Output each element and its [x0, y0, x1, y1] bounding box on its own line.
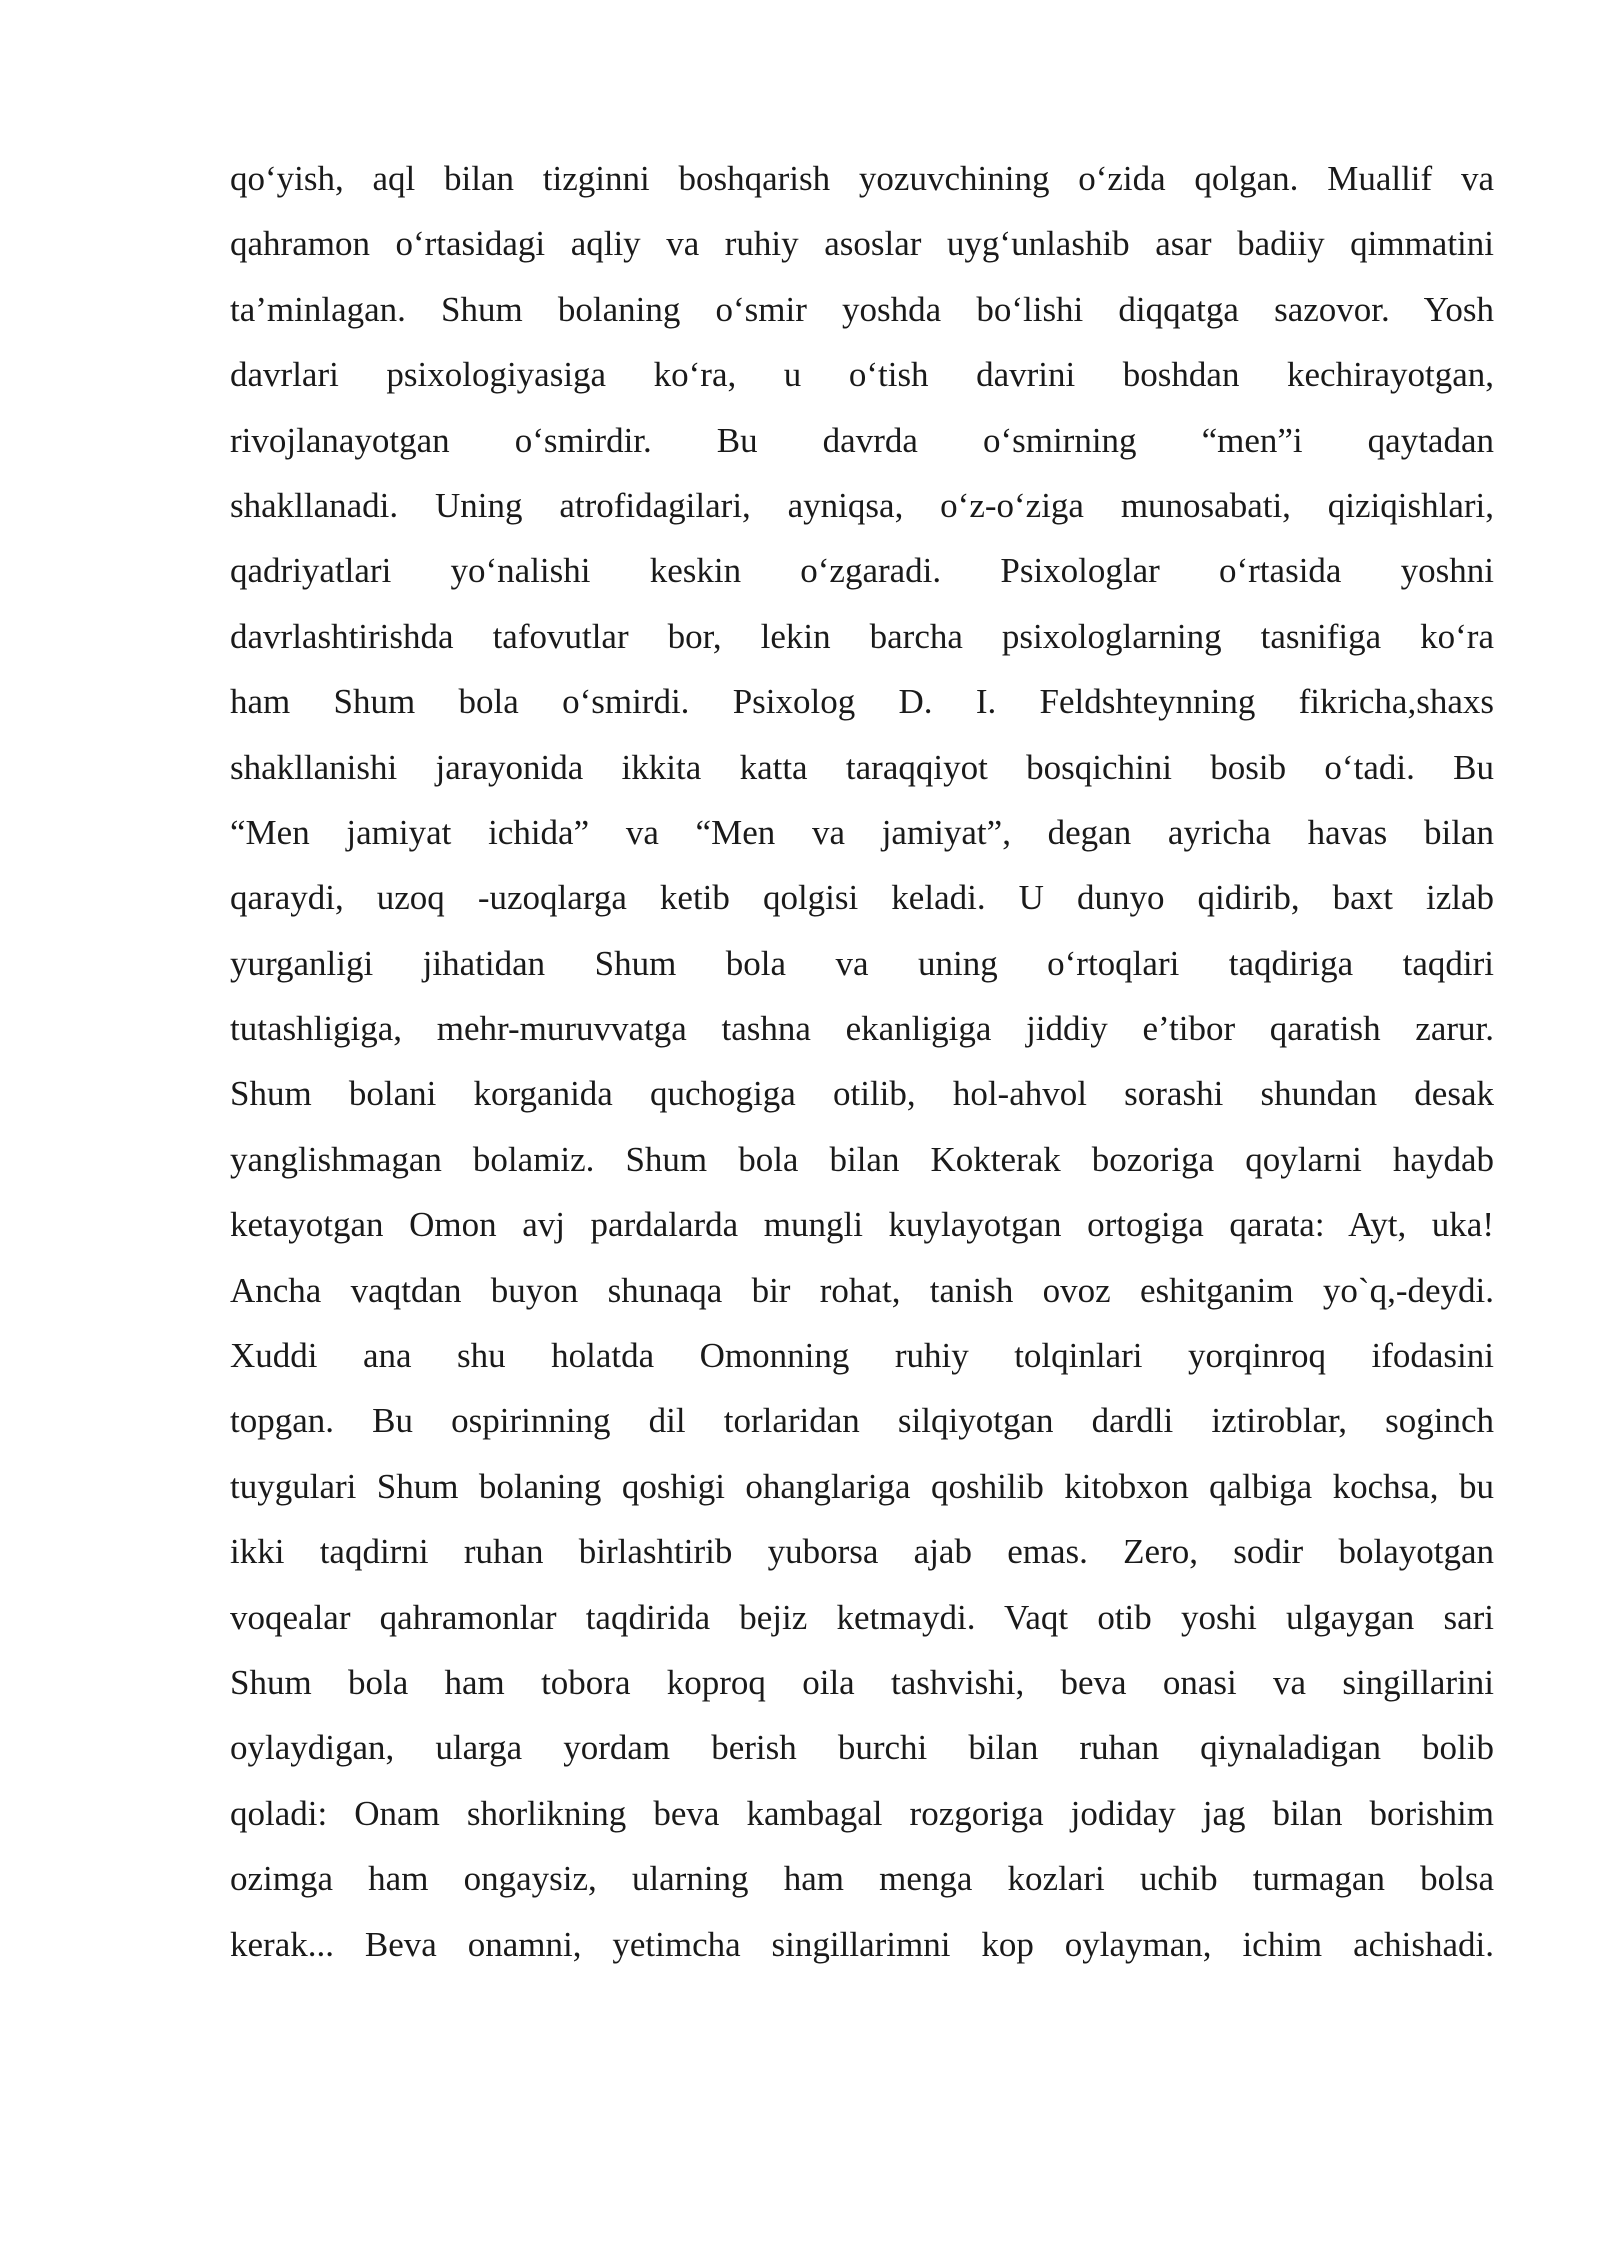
text-line: qoladi: Onam shorlikning beva kambagal rozgoriga jodiday jag bilan borishim	[230, 1793, 1494, 1833]
text-line: Ancha vaqtdan buyon shunaqa bir rohat, tanish ovoz eshitganim yo`q,-deydi.	[230, 1270, 1494, 1310]
text-line: davrlari psixologiyasiga ko‘ra, u o‘tish davrini boshdan kechirayotgan,	[230, 355, 1494, 395]
text-line: shakllanishi jarayonida ikkita katta taraqqiyot bosqichini bosib o‘tadi. Bu	[230, 747, 1494, 787]
text-line: ozimga ham ongaysiz, ularning ham menga kozlari uchib turmagan bolsa	[230, 1859, 1494, 1899]
text-line: Shum bolani korganida quchogiga otilib, hol-ahvol sorashi shundan desak	[230, 1074, 1494, 1114]
text-line: tutashligiga, mehr-muruvvatga tashna ekanligiga jiddiy e’tibor qaratish zarur.	[230, 1009, 1494, 1049]
text-line: shakllanadi. Uning atrofidagilari, ayniqsa, o‘z-o‘ziga munosabati, qiziqishlari,	[230, 485, 1494, 525]
text-line: topgan. Bu ospirinning dil torlaridan silqiyotgan dardli iztiroblar, soginch	[230, 1401, 1494, 1441]
text-line: “Men jamiyat ichida” va “Men va jamiyat”, degan ayricha havas bilan	[230, 812, 1494, 852]
text-line: tuygulari Shum bolaning qoshigi ohanglariga qoshilib kitobxon qalbiga kochsa, bu	[230, 1466, 1494, 1506]
text-line: Xuddi ana shu holatda Omonning ruhiy tolqinlari yorqinroq ifodasini	[230, 1336, 1494, 1376]
text-line: ham Shum bola o‘smirdi. Psixolog D. I. Feldshteynning fikricha,shaxs	[230, 682, 1494, 722]
text-line: davrlashtirishda tafovutlar bor, lekin barcha psixologlarning tasnifiga ko‘ra	[230, 616, 1494, 656]
text-line: kerak... Beva onamni, yetimcha singillarimni kop oylayman, ichim achishadi.	[230, 1924, 1494, 1964]
text-line: yurganligi jihatidan Shum bola va uning o‘rtoqlari taqdiriga taqdiri	[230, 943, 1494, 983]
text-line: qahramon o‘rtasidagi aqliy va ruhiy asoslar uyg‘unlashib asar badiiy qimmatini	[230, 224, 1494, 264]
text-line: yanglishmagan bolamiz. Shum bola bilan Kokterak bozoriga qoylarni haydab	[230, 1139, 1494, 1179]
text-line: ikki taqdirni ruhan birlashtirib yuborsa ajab emas. Zero, sodir bolayotgan	[230, 1532, 1494, 1572]
body-text	[230, 146, 1494, 1977]
text-line: voqealar qahramonlar taqdirida bejiz ketmaydi. Vaqt otib yoshi ulgaygan sari	[230, 1597, 1494, 1637]
text-line: qo‘yish, aql bilan tizginni boshqarish yozuvchining o‘zida qolgan. Muallif va	[230, 159, 1494, 198]
text-line: ta’minlagan. Shum bolaning o‘smir yoshda bo‘lishi diqqatga sazovor. Yosh	[230, 289, 1494, 329]
text-line: Shum bola ham tobora koproq oila tashvishi, beva onasi va singillarini	[230, 1662, 1494, 1702]
text-line: oylaydigan, ularga yordam berish burchi bilan ruhan qiynaladigan bolib	[230, 1728, 1494, 1768]
text-line: rivojlanayotgan o‘smirdir. Bu davrda o‘smirning “men”i qaytadan	[230, 420, 1494, 460]
text-line: qadriyatlari yo‘nalishi keskin o‘zgaradi. Psixologlar o‘rtasida yoshni	[230, 551, 1494, 591]
text-line: qaraydi, uzoq -uzoqlarga ketib qolgisi keladi. U dunyo qidirib, baxt izlab	[230, 878, 1494, 918]
text-line: ketayotgan Omon avj pardalarda mungli kuylayotgan ortogiga qarata: Ayt, uka!	[230, 1205, 1494, 1245]
